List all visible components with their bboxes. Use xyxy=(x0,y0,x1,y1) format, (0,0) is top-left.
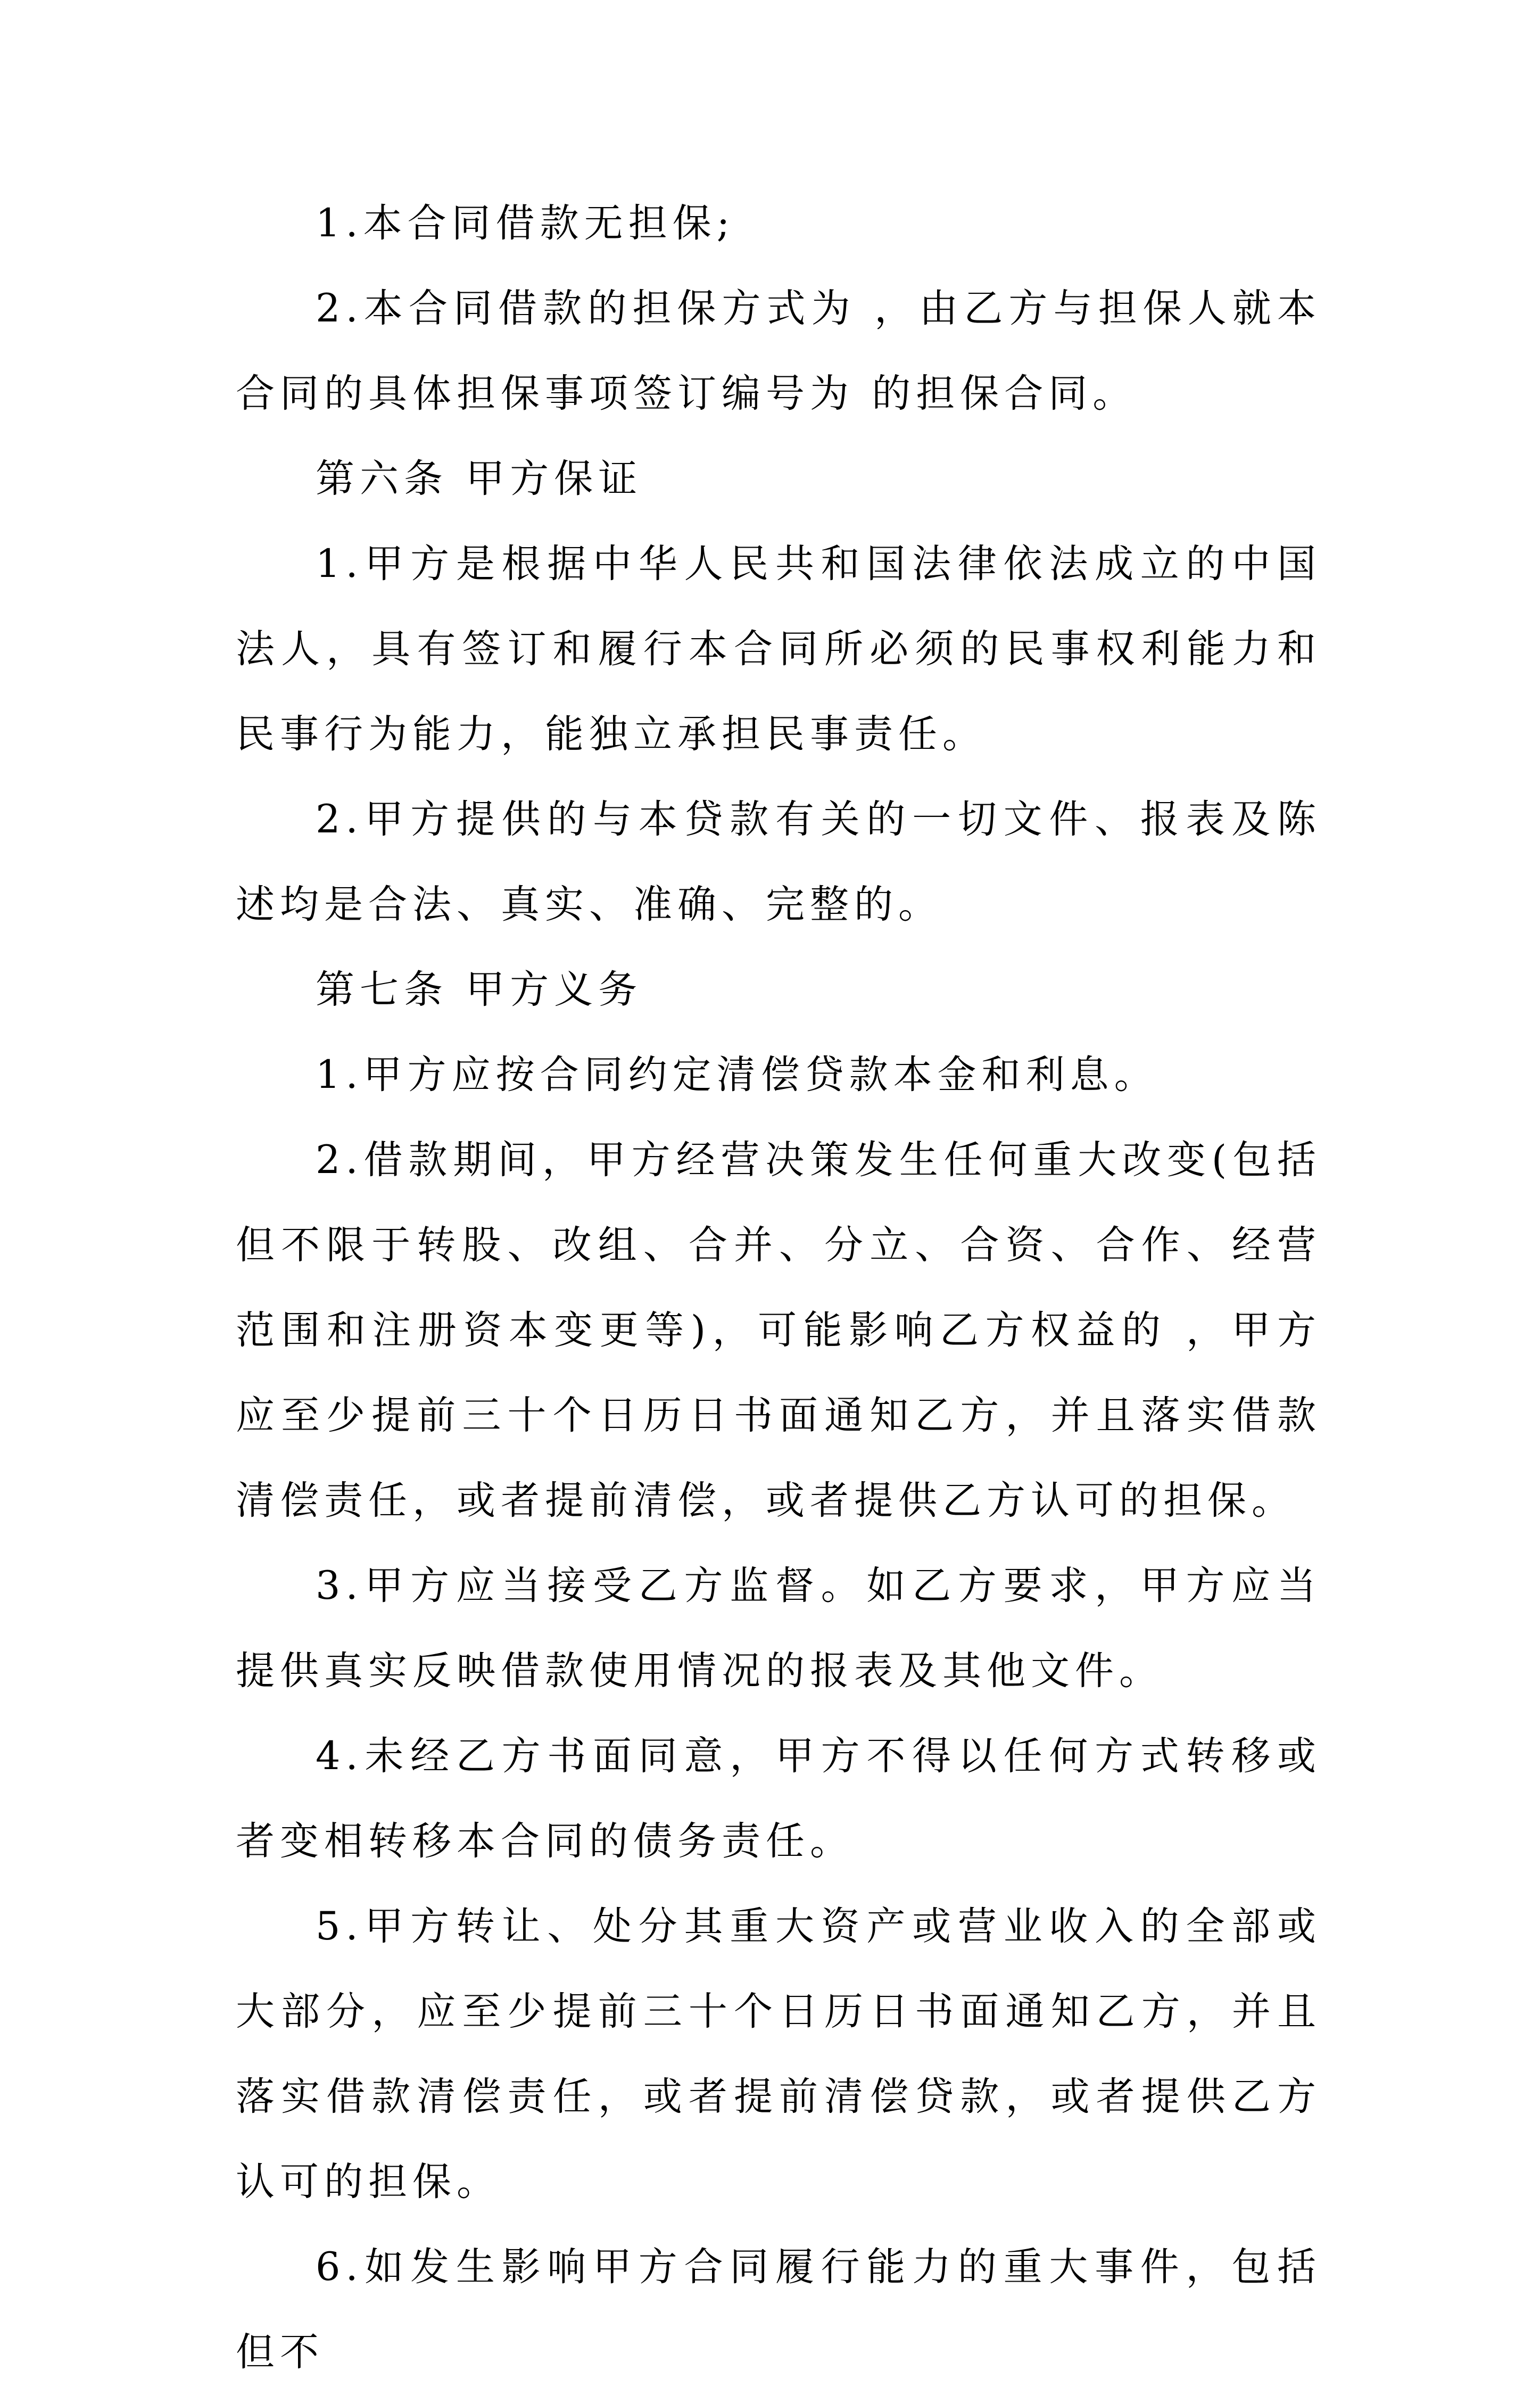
paragraph-guarantee-method: 2.本合同借款的担保方式为 ，由乙方与担保人就本合同的具体担保事项签订编号为 的担保合同。 xyxy=(236,286,1321,416)
paragraph-no-guarantee: 1.本合同借款无担保; xyxy=(316,201,735,246)
paragraph-party-a-documents: 2.甲方提供的与本贷款有关的一切文件、报表及陈述均是合法、真实、准确、完整的。 xyxy=(236,797,1321,927)
paragraph-major-changes: 2.借款期间，甲方经营决策发生任何重大改变(包括但不限于转股、改组、合并、分立、合资、合作、经营范围和注册资本变更等)，可能影响乙方权益的 ，甲方应至少提前三十个日历日书面通知乙方，并且落实借款清偿责任，或者提前清偿，或者提供乙方认可的担保。 xyxy=(236,1137,1321,1523)
paragraph-asset-disposal: 5.甲方转让、处分其重大资产或营业收入的全部或大部分，应至少提前三十个日历日书面通知乙方，并且落实借款清偿责任，或者提前清偿贷款，或者提供乙方认可的担保。 xyxy=(236,1904,1321,2204)
paragraph-supervision: 3.甲方应当接受乙方监督。如乙方要求，甲方应当提供真实反映借款使用情况的报表及其他文件。 xyxy=(236,1563,1321,1694)
paragraph-party-a-legal-entity: 1.甲方是根据中华人民共和国法律依法成立的中国法人，具有签订和履行本合同所必须的民事权利能力和民事行为能力，能独立承担民事责任。 xyxy=(236,541,1321,757)
paragraph-debt-transfer: 4.未经乙方书面同意，甲方不得以任何方式转移或者变相转移本合同的债务责任。 xyxy=(236,1733,1321,1864)
section-heading-article-7: 第七条 甲方义务 xyxy=(316,967,643,1012)
paragraph-major-events: 6.如发生影响甲方合同履行能力的重大事件，包括但不 xyxy=(236,2244,1321,2375)
section-heading-article-6: 第六条 甲方保证 xyxy=(316,456,643,501)
document-page xyxy=(236,181,1321,2395)
paragraph-repayment: 1.甲方应按合同约定清偿贷款本金和利息。 xyxy=(316,1052,1158,1097)
